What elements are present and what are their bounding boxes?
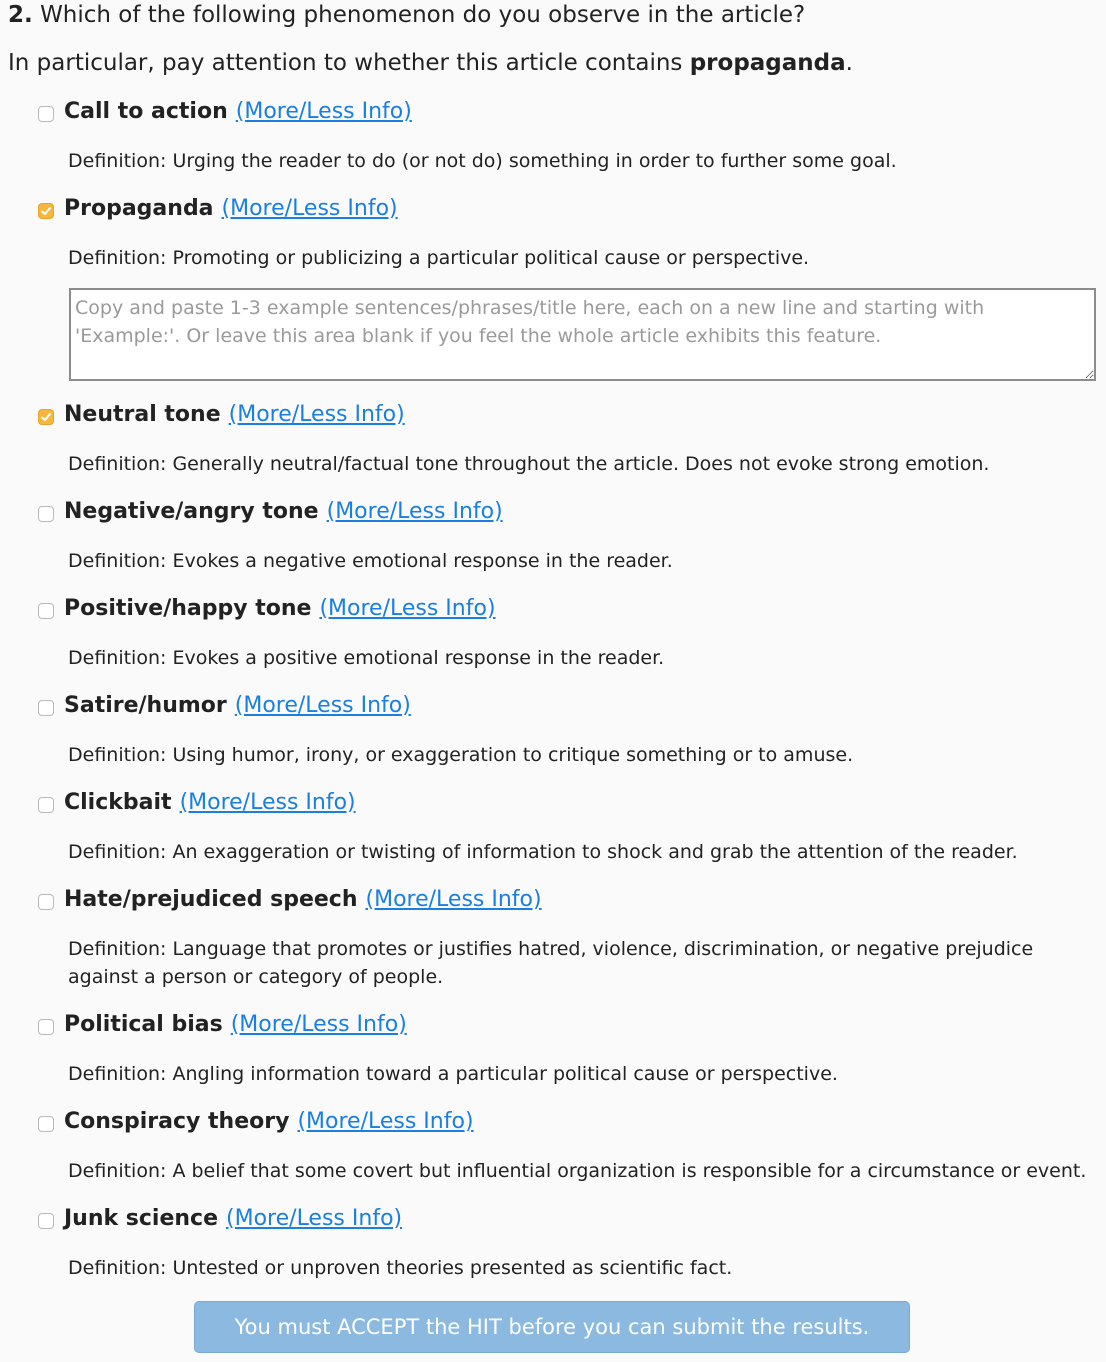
phenomenon-item-junk-science: [38, 1203, 1098, 1282]
checkbox-neutral-tone[interactable]: [38, 409, 54, 425]
phenomenon-definition: Definition: Evokes a positive emotional response in the reader.: [68, 647, 665, 669]
more-less-info-link[interactable]: (More/Less Info): [234, 692, 411, 718]
phenomenon-definition: Definition: Language that promotes or justifies hatred, violence, discrimination, or negative prejudice against a person or category of people.: [68, 938, 1034, 988]
phenomenon-item-header: [38, 884, 1098, 914]
phenomenon-definition: Definition: Promoting or publicizing a particular political cause or perspective.: [68, 247, 810, 269]
more-less-info-link[interactable]: (More/Less Info): [179, 789, 356, 815]
checkbox-satire-humor[interactable]: [38, 700, 54, 716]
phenomenon-definition: Definition: An exaggeration or twisting of information to shock and grab the attention of the reader.: [68, 841, 1018, 863]
phenomenon-item-propaganda: [38, 193, 1098, 381]
phenomenon-label[interactable]: Clickbait: [64, 789, 172, 815]
phenomenon-item-header: [38, 193, 1098, 223]
phenomenon-item-political-bias: [38, 1009, 1098, 1088]
phenomenon-definition: Definition: Urging the reader to do (or not do) something in order to further some goal.: [68, 150, 897, 172]
checkbox-hate-prejudiced-speech[interactable]: [38, 894, 54, 910]
question-heading: [8, 0, 805, 30]
checkbox-conspiracy-theory[interactable]: [38, 1116, 54, 1132]
phenomenon-label[interactable]: Neutral tone: [64, 401, 221, 427]
phenomenon-definition: Definition: Generally neutral/factual tone throughout the article. Does not evoke strong emotion.: [68, 453, 990, 475]
instruction-prefix: In particular, pay attention to whether this article contains: [8, 50, 690, 76]
more-less-info-link[interactable]: (More/Less Info): [230, 1011, 407, 1037]
instruction-suffix: .: [845, 50, 853, 76]
phenomenon-definition: Definition: Angling information toward a particular political cause or perspective.: [68, 1063, 838, 1085]
phenomenon-checklist: [38, 96, 1098, 1300]
phenomenon-item-header: [38, 496, 1098, 526]
phenomenon-item-header: [38, 96, 1098, 126]
phenomenon-label[interactable]: Conspiracy theory: [64, 1108, 290, 1134]
phenomenon-label[interactable]: Satire/humor: [64, 692, 227, 718]
phenomenon-item-header: [38, 690, 1098, 720]
more-less-info-link[interactable]: (More/Less Info): [319, 595, 496, 621]
more-less-info-link[interactable]: (More/Less Info): [297, 1108, 474, 1134]
phenomenon-item-header: [38, 399, 1098, 429]
phenomenon-definition: Definition: Using humor, irony, or exaggeration to critique something or to amuse.: [68, 744, 854, 766]
checkbox-positive-happy-tone[interactable]: [38, 603, 54, 619]
checkbox-clickbait[interactable]: [38, 797, 54, 813]
example-sentences-textarea[interactable]: [69, 288, 1096, 381]
more-less-info-link[interactable]: (More/Less Info): [365, 886, 542, 912]
checkbox-negative-angry-tone[interactable]: [38, 506, 54, 522]
question-text: Which of the following phenomenon do you observe in the article?: [40, 2, 806, 28]
phenomenon-label[interactable]: Political bias: [64, 1011, 223, 1037]
checkbox-call-to-action[interactable]: [38, 106, 54, 122]
phenomenon-item-negative-angry-tone: [38, 496, 1098, 575]
phenomenon-item-header: [38, 1203, 1098, 1233]
more-less-info-link[interactable]: (More/Less Info): [221, 195, 398, 221]
checkbox-political-bias[interactable]: [38, 1019, 54, 1035]
phenomenon-item-satire-humor: [38, 690, 1098, 769]
phenomenon-label[interactable]: Positive/happy tone: [64, 595, 312, 621]
phenomenon-definition: Definition: A belief that some covert but influential organization is responsible for a circumstance or event.: [68, 1160, 1087, 1182]
more-less-info-link[interactable]: (More/Less Info): [326, 498, 503, 524]
phenomenon-definition: Definition: Untested or unproven theories presented as scientific fact.: [68, 1257, 733, 1279]
phenomenon-item-hate-prejudiced-speech: [38, 884, 1098, 991]
submit-button[interactable]: You must ACCEPT the HIT before you can submit the results.: [194, 1301, 910, 1353]
more-less-info-link[interactable]: (More/Less Info): [226, 1205, 403, 1231]
phenomenon-label[interactable]: Junk science: [64, 1205, 219, 1231]
instruction-text: [8, 48, 853, 78]
phenomenon-item-call-to-action: [38, 96, 1098, 175]
more-less-info-link[interactable]: (More/Less Info): [228, 401, 405, 427]
checkmark-icon: [40, 205, 52, 217]
phenomenon-label[interactable]: Negative/angry tone: [64, 498, 319, 524]
phenomenon-item-header: [38, 593, 1098, 623]
phenomenon-label[interactable]: Hate/prejudiced speech: [64, 886, 358, 912]
phenomenon-item-conspiracy-theory: [38, 1106, 1098, 1185]
phenomenon-item-clickbait: [38, 787, 1098, 866]
phenomenon-label[interactable]: Propaganda: [64, 195, 214, 221]
instruction-emphasis: propaganda: [689, 50, 846, 76]
phenomenon-definition: Definition: Evokes a negative emotional response in the reader.: [68, 550, 673, 572]
phenomenon-label[interactable]: Call to action: [64, 98, 228, 124]
checkmark-icon: [40, 411, 52, 423]
phenomenon-item-header: [38, 787, 1098, 817]
more-less-info-link[interactable]: (More/Less Info): [235, 98, 412, 124]
phenomenon-item-header: [38, 1106, 1098, 1136]
question-number: 2.: [8, 2, 33, 28]
checkbox-junk-science[interactable]: [38, 1213, 54, 1229]
phenomenon-item-header: [38, 1009, 1098, 1039]
checkbox-propaganda[interactable]: [38, 203, 54, 219]
phenomenon-item-neutral-tone: [38, 399, 1098, 478]
phenomenon-item-positive-happy-tone: [38, 593, 1098, 672]
